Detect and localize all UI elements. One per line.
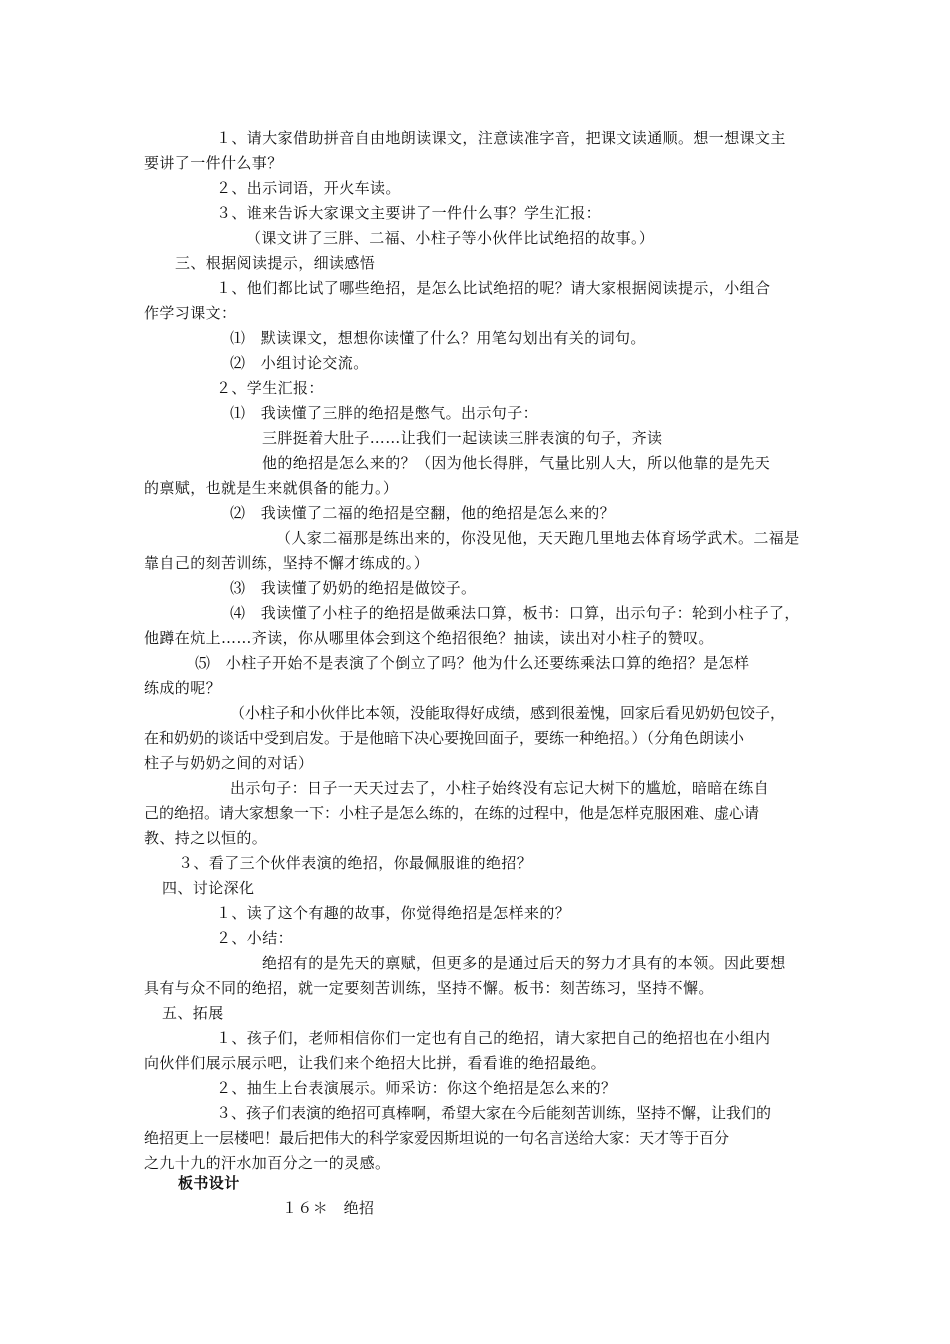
text-line: ⑴ 我读懂了三胖的绝招是憋气。出示句子： [230,404,539,422]
text-line: 向伙伴们展示展示吧，让我们来个绝招大比拼，看看谁的绝招最绝。 [144,1054,607,1072]
text-line: ⑸ 小柱子开始不是表演了个倒立了吗？他为什么还要练乘法口算的绝招？是怎样 [195,654,750,672]
text-line: 绝招更上一层楼吧！最后把伟大的科学家爱因斯坦说的一句名言送给大家：天才等于百分 [144,1129,730,1147]
section-heading: 三、根据阅读提示，细读感悟 [175,254,376,272]
text-line: 他蹲在炕上……齐读，你从哪里体会到这个绝招很绝？抽读，读出对小柱子的赞叹。 [144,629,714,647]
text-line: １、孩子们，老师相信你们一定也有自己的绝招，请大家把自己的绝招也在小组内 [216,1029,771,1047]
text-line: 教、持之以恒的。 [144,829,268,847]
text-line: 练成的呢？ [144,679,222,697]
text-line: （人家二福那是练出来的，你没见他，天天跑几里地去体育场学武术。二福是 [276,529,800,547]
text-line: 的禀赋，也就是生来就俱备的能力。） [144,479,399,497]
text-line: 靠自己的刻苦训练，坚持不懈才练成的。） [144,554,430,572]
text-line: １、他们都比试了哪些绝招，是怎么比试绝招的呢？请大家根据阅读提示，小组合 [216,279,771,297]
text-line: 绝招有的是先天的禀赋，但更多的是通过后天的努力才具有的本领。因此要想 [262,954,786,972]
text-line: ⑷ 我读懂了小柱子的绝招是做乘法口算，板书：口算，出示句子：轮到小柱子了， [230,604,800,622]
text-line: 之九十九的汗水加百分之一的灵感。 [144,1154,391,1172]
text-line: （小柱子和小伙伴比本领，没能取得好成绩，感到很羞愧，回家后看见奶奶包饺子， [230,704,786,722]
text-line: ⑴ 默读课文，想想你读懂了什么？用笔勾划出有关的词句。 [230,329,646,347]
text-line: ⑵ 小组讨论交流。 [230,354,369,372]
text-line: 作学习课文： [144,304,237,322]
text-line: 要讲了一件什么事？ [144,154,283,172]
text-line: 三胖挺着大肚子……让我们一起读读三胖表演的句子，齐读 [262,429,663,447]
text-line: ３、看了三个伙伴表演的绝招，你最佩服谁的绝招？ [178,854,533,872]
text-line: 具有与众不同的绝招，就一定要刻苦训练，坚持不懈。板书：刻苦练习，坚持不懈。 [144,979,714,997]
board-design-heading: 板书设计 [178,1174,240,1192]
text-line: （课文讲了三胖、二福、小柱子等小伙伴比试绝招的故事。） [246,229,655,247]
text-line: １、读了这个有趣的故事，你觉得绝招是怎样来的？ [216,904,571,922]
text-line: 柱子与奶奶之间的对话） [144,754,314,772]
text-line: ３、谁来告诉大家课文主要讲了一件什么事？学生汇报： [216,204,602,222]
text-line: ２、抽生上台表演展示。师采访：你这个绝招是怎么来的？ [216,1079,617,1097]
text-line: ⑶ 我读懂了奶奶的绝招是做饺子。 [230,579,477,597]
text-line: 出示句子：日子一天天过去了，小柱子始终没有忘记大树下的尴尬，暗暗在练自 [230,779,770,797]
text-line: 他的绝招是怎么来的？（因为他长得胖，气量比别人大，所以他靠的是先天 [262,454,771,472]
section-heading: 四、讨论深化 [162,879,255,897]
text-line: 在和奶奶的谈话中受到启发。于是他暗下决心要挽回面子，要练一种绝招。）（分角色朗读小 [144,729,745,747]
section-heading: 五、拓展 [162,1004,224,1022]
text-line: ２、学生汇报： [216,379,324,397]
text-line: ⑵ 我读懂了二福的绝招是空翻，他的绝招是怎么来的？ [230,504,616,522]
text-line: １、请大家借助拼音自由地朗读课文，注意读准字音，把课文读通顺。想一想课文主 [216,129,786,147]
text-line: ２、出示词语，开火车读。 [216,179,401,197]
text-line: ３、孩子们表演的绝招可真棒啊，希望大家在今后能刻苦训练，坚持不懈，让我们的 [216,1104,772,1122]
board-design-title: １６＊ 绝招 [282,1199,375,1217]
text-line: 己的绝招。请大家想象一下：小柱子是怎么练的，在练的过程中，他是怎样克服困难、虚心请 [144,804,760,822]
text-line: ２、小结： [216,929,294,947]
